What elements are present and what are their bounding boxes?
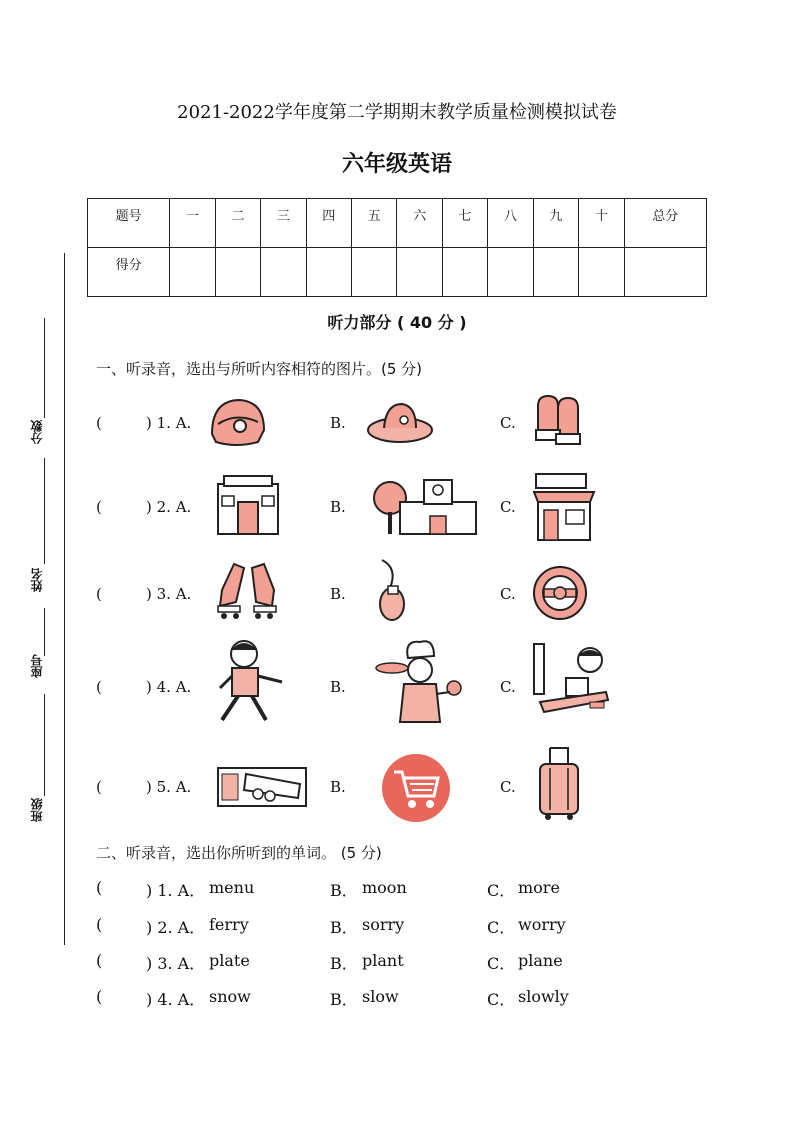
option-c-label: C．: [487, 954, 516, 973]
score-cell[interactable]: [352, 248, 397, 297]
table-cell: 得分: [88, 248, 170, 297]
question-number: ) 3. A.: [146, 585, 192, 603]
question-number: ) 4. A.: [146, 678, 192, 696]
answer-paren[interactable]: (: [96, 987, 103, 1006]
option-b-label: B．: [330, 954, 358, 973]
score-cell[interactable]: [579, 248, 624, 297]
option-b-label: B.: [330, 778, 346, 796]
option-c-label: C.: [500, 678, 516, 696]
score-cell[interactable]: [488, 248, 533, 297]
whistle-image: [372, 558, 412, 624]
seat-label: 座号: [30, 654, 44, 678]
answer-paren[interactable]: (: [96, 951, 103, 970]
restaurant-image: [530, 470, 598, 542]
question-number: ) 2. A．: [146, 918, 206, 937]
binding-line: [64, 253, 65, 945]
option-b-word: moon: [362, 878, 407, 897]
score-blank-line[interactable]: [44, 318, 45, 418]
score-cell[interactable]: [306, 248, 351, 297]
option-b-label: B.: [330, 585, 346, 603]
option-a-word: plate: [209, 951, 250, 970]
name-label: 姓名: [30, 568, 44, 592]
score-label: 分数: [30, 420, 44, 444]
table-cell: 三: [261, 199, 306, 248]
class-label: 班级: [30, 798, 44, 822]
score-cell[interactable]: [215, 248, 260, 297]
bookstore-image: [214, 474, 282, 536]
answer-paren[interactable]: (: [96, 414, 102, 432]
option-c-label: C．: [487, 881, 516, 900]
table-cell: 总分: [624, 199, 706, 248]
question-number: ) 5. A.: [146, 778, 192, 796]
exam-title: 2021-2022学年度第二学期期末教学质量检测模拟试卷: [177, 102, 617, 123]
suitcase-image: [534, 746, 584, 822]
option-a-word: snow: [209, 987, 251, 1006]
answer-paren[interactable]: (: [96, 878, 103, 897]
score-cell[interactable]: [442, 248, 487, 297]
table-cell: 题号: [88, 199, 170, 248]
kungfu-boy-image: [210, 636, 286, 726]
skates-image: [214, 560, 280, 624]
answer-paren[interactable]: (: [96, 915, 103, 934]
table-cell: 八: [488, 199, 533, 248]
option-b-label: B．: [330, 918, 358, 937]
question-number: ) 1. A．: [146, 881, 206, 900]
option-c-word: slowly: [518, 987, 569, 1006]
seat-blank-line[interactable]: [44, 608, 45, 656]
option-b-word: slow: [362, 987, 399, 1006]
table-cell: 四: [306, 199, 351, 248]
question-number: ) 3. A．: [146, 954, 206, 973]
question-number: ) 4. A．: [146, 990, 206, 1009]
film-strip-image: [216, 764, 308, 810]
sun-hat-image: [366, 398, 434, 446]
reading-boy-image: [530, 640, 612, 724]
option-b-word: plant: [362, 951, 404, 970]
steering-wheel-image: [530, 564, 590, 622]
table-cell: 五: [352, 199, 397, 248]
school-image: [372, 472, 480, 538]
score-cell[interactable]: [261, 248, 306, 297]
score-table-header-row: [88, 199, 707, 248]
option-b-label: B．: [330, 990, 358, 1009]
answer-paren[interactable]: (: [96, 678, 102, 696]
part2-instruction: 二、听录音，选出你所听到的单词。 (5 分): [96, 844, 382, 862]
option-c-label: C.: [500, 414, 516, 432]
exam-subtitle: 六年级英语: [341, 152, 452, 177]
option-c-label: C．: [487, 918, 516, 937]
option-b-label: B.: [330, 498, 346, 516]
option-a-word: ferry: [209, 915, 249, 934]
score-table: [87, 198, 707, 297]
class-blank-line[interactable]: [44, 694, 45, 796]
answer-paren[interactable]: (: [96, 585, 102, 603]
question-number: ) 2. A.: [146, 498, 192, 516]
option-c-label: C.: [500, 498, 516, 516]
answer-paren[interactable]: (: [96, 498, 102, 516]
score-cell[interactable]: [533, 248, 578, 297]
table-cell: 七: [442, 199, 487, 248]
part1-instruction: 一、听录音，选出与所听内容相符的图片。(5 分): [96, 360, 423, 378]
table-cell: 十: [579, 199, 624, 248]
name-blank-line[interactable]: [44, 458, 45, 564]
helmet-image: [206, 394, 268, 452]
table-cell: 九: [533, 199, 578, 248]
table-cell: 六: [397, 199, 442, 248]
option-b-word: sorry: [362, 915, 405, 934]
answer-paren[interactable]: (: [96, 778, 102, 796]
mittens-image: [530, 392, 586, 450]
chef-image: [374, 638, 464, 724]
option-c-word: more: [518, 878, 560, 897]
score-table-score-row: [88, 248, 707, 297]
score-cell[interactable]: [397, 248, 442, 297]
table-cell: 二: [215, 199, 260, 248]
option-c-label: C．: [487, 990, 516, 1009]
shopping-cart-image: [380, 752, 452, 824]
option-b-label: B.: [330, 678, 346, 696]
option-c-label: C.: [500, 778, 516, 796]
option-b-label: B.: [330, 414, 346, 432]
option-c-word: worry: [518, 915, 566, 934]
table-cell: 一: [170, 199, 215, 248]
listening-heading: 听力部分 ( 40 分 ): [327, 313, 467, 332]
option-b-label: B．: [330, 881, 358, 900]
option-c-word: plane: [518, 951, 563, 970]
question-number: ) 1. A.: [146, 414, 192, 432]
score-cell[interactable]: [624, 248, 706, 297]
option-c-label: C.: [500, 585, 516, 603]
option-a-word: menu: [209, 878, 255, 897]
score-cell[interactable]: [170, 248, 215, 297]
